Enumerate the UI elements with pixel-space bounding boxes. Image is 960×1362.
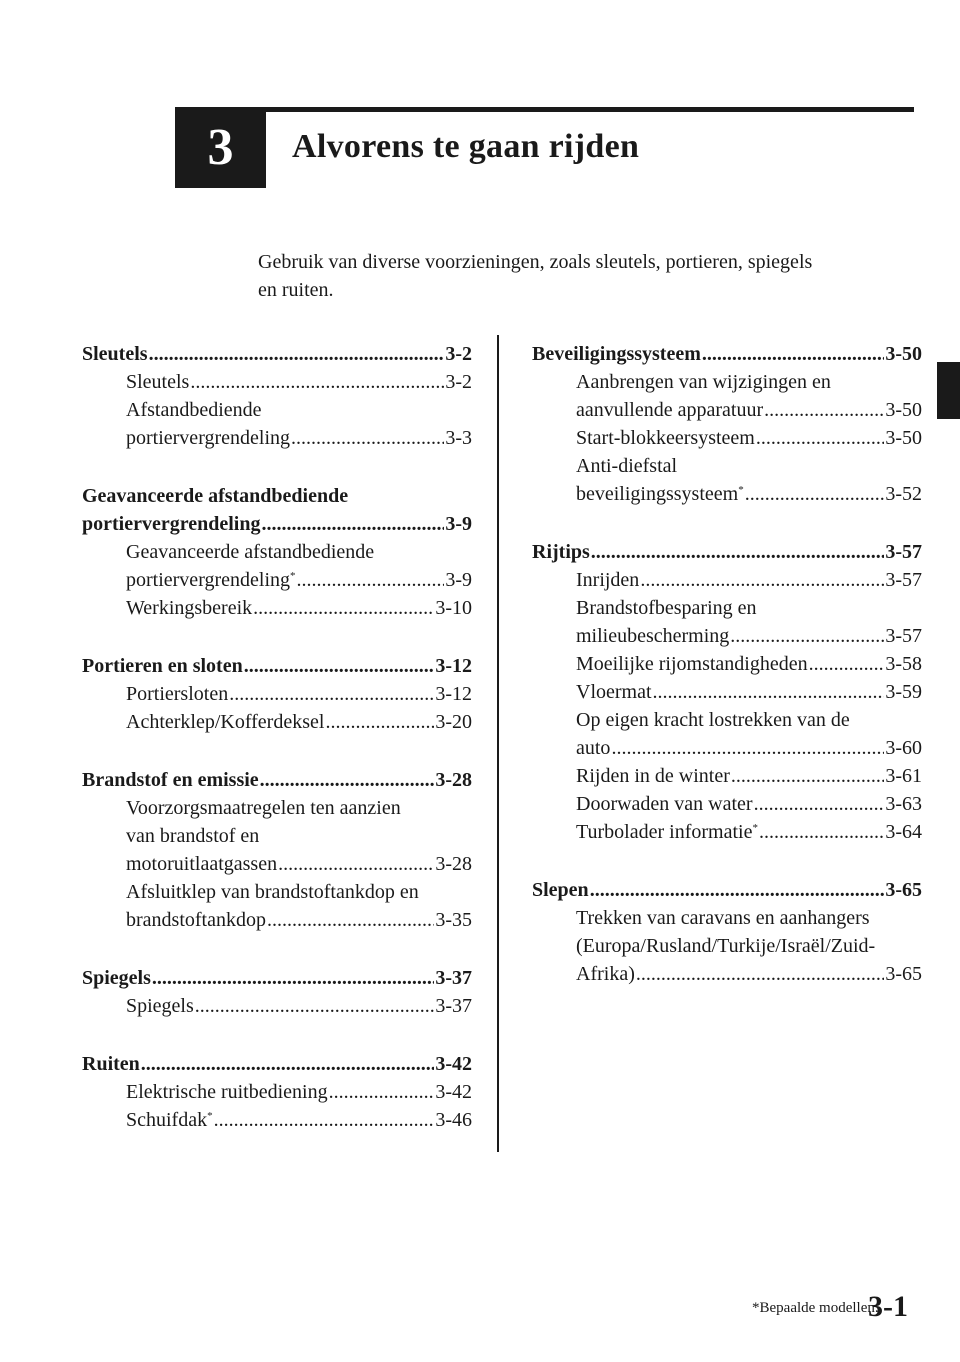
toc-entry-line: Brandstofbesparing en [576,597,757,619]
toc-entry[interactable]: portiervergrendeling ..... 3-9 [82,510,472,538]
toc-entry[interactable]: motoruitlaatgassen ..... 3-28 [82,850,472,878]
toc-entry-line: Afsluitklep van brandstoftankdop en [126,881,419,903]
toc-section-spiegels [82,964,472,1020]
toc-entry[interactable]: Werkingsbereik ..... 3-10 [82,594,472,622]
toc-entry-line: van brandstof en [126,825,260,847]
toc-entry-line: Voorzorgsmaatregelen ten aanzien [126,797,401,819]
toc-entry[interactable]: Spiegels ..... 3-37 [82,992,472,1020]
toc-entry[interactable]: aanvullende apparatuur ..... 3-50 [532,396,922,424]
chapter-side-tab [937,362,960,419]
toc-entry-line: Geavanceerde afstandbediende [126,541,375,563]
toc-entry[interactable]: Beveiligingssysteem ..... 3-50 [532,340,922,368]
chapter-number: 3 [207,119,234,176]
toc-entry[interactable]: Elektrische ruitbediening ..... 3-42 [82,1078,472,1106]
toc-entry[interactable]: beveiligingssysteem* ..... 3-52 [532,480,922,508]
column-divider [497,335,499,1152]
toc-entry[interactable]: Spiegels ..... 3-37 [82,964,472,992]
toc-entry[interactable]: Portiersloten ..... 3-12 [82,680,472,708]
toc-entry[interactable]: Rijtips ..... 3-57 [532,538,922,566]
toc-entry[interactable]: Portieren en sloten ..... 3-12 [82,652,472,680]
footnote-mark: * [738,484,744,496]
intro-line: en ruiten. [258,279,334,301]
toc-entry[interactable]: Slepen ..... 3-65 [532,876,922,904]
toc-left-column [82,340,472,1164]
toc-entry[interactable]: Sleutels ..... 3-2 [82,368,472,396]
toc-right-column [532,340,922,1018]
toc-entry-line: Aanbrengen van wijzigingen en [576,371,831,393]
footnote: *Bepaalde modellen. [752,1300,879,1316]
toc-entry[interactable]: portiervergrendeling ..... 3-3 [82,424,472,452]
toc-section-sleutels [82,340,472,452]
toc-entry[interactable]: Achterklep/Kofferdeksel ..... 3-20 [82,708,472,736]
footnote-mark: * [290,570,296,582]
toc-entry[interactable]: Moeilijke rijomstandigheden ..... 3-58 [532,650,922,678]
toc-entry[interactable]: Rijden in de winter ..... 3-61 [532,762,922,790]
toc-entry[interactable]: Inrijden ..... 3-57 [532,566,922,594]
header-rule [175,107,914,112]
toc-entry-line: (Europa/Rusland/Turkije/Israël/Zuid- [576,935,876,957]
toc-entry[interactable]: milieubescherming ..... 3-57 [532,622,922,650]
toc-entry-line: Anti-diefstal [576,455,678,477]
toc-entry[interactable]: Start-blokkeersysteem ..... 3-50 [532,424,922,452]
page-number: 3-1 [868,1290,908,1323]
toc-entry[interactable]: Schuifdak* ..... 3-46 [82,1106,472,1134]
toc-entry-line: Geavanceerde afstandbediende [82,485,349,507]
toc-entry-line: Op eigen kracht lostrekken van de [576,709,850,731]
chapter-intro [258,248,908,304]
toc-section-beveiligingssysteem [532,340,922,508]
toc-entry[interactable]: Vloermat ..... 3-59 [532,678,922,706]
toc-section-ruiten [82,1050,472,1134]
toc-section-portieren [82,652,472,736]
footnote-mark: * [207,1110,213,1122]
toc-entry[interactable]: Sleutels ..... 3-2 [82,340,472,368]
toc-entry[interactable]: brandstoftankdop ..... 3-35 [82,906,472,934]
toc-entry[interactable]: Turbolader informatie* ..... 3-64 [532,818,922,846]
toc-section-rijtips [532,538,922,846]
toc-entry[interactable]: Brandstof en emissie ..... 3-28 [82,766,472,794]
toc-section-slepen [532,876,922,988]
toc-section-geavanceerde [82,482,472,622]
toc-entry[interactable]: Ruiten ..... 3-42 [82,1050,472,1078]
toc-entry[interactable]: auto ..... 3-60 [532,734,922,762]
toc-entry-line: Afstandbediende [126,399,262,421]
toc-entry-line: Trekken van caravans en aanhangers [576,907,870,929]
toc-entry[interactable]: Doorwaden van water ..... 3-63 [532,790,922,818]
footnote-mark: * [752,822,758,834]
toc-entry[interactable]: Afrika) ..... 3-65 [532,960,922,988]
toc-section-brandstof [82,766,472,934]
chapter-title: Alvorens te gaan rijden [292,128,640,165]
chapter-number-box [175,107,266,188]
intro-line: Gebruik van diverse voorzieningen, zoals sleutels, portieren, spiegels [258,251,813,273]
toc-entry[interactable]: portiervergrendeling* ..... 3-9 [82,566,472,594]
